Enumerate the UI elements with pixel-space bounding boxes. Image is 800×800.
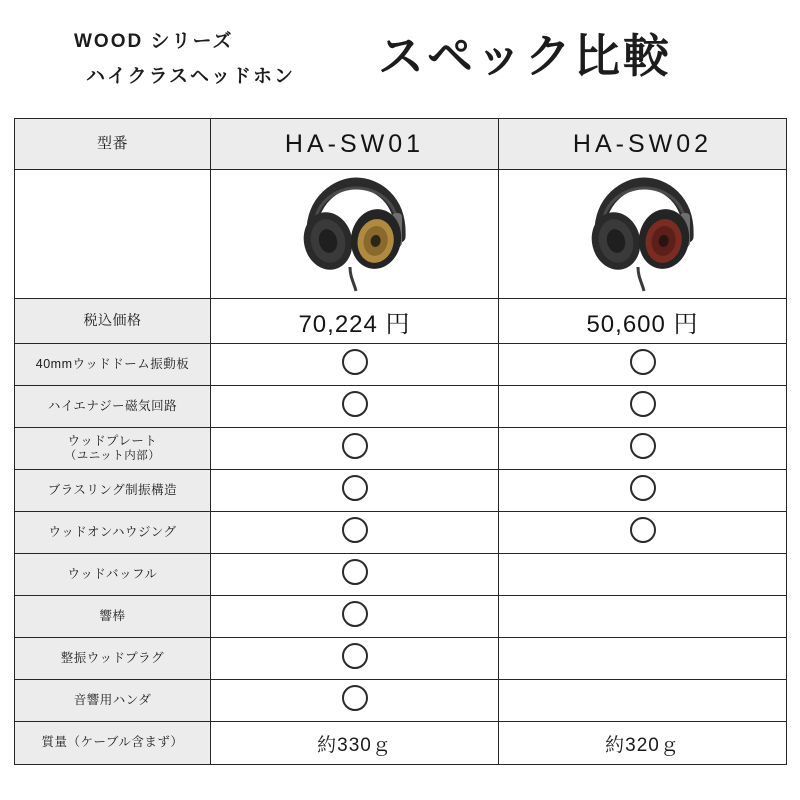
mark-cell-empty: [499, 596, 787, 638]
spec-table: [14, 118, 787, 765]
row-label-hibikibou: 響棒: [15, 596, 211, 638]
table-row-weight: [15, 722, 787, 765]
table-row-price: [15, 299, 787, 344]
mark-cell-empty: [499, 638, 787, 680]
empty-mark: [630, 601, 656, 627]
series-badge: [62, 26, 362, 88]
row-label-image-spacer: [15, 170, 211, 299]
weight-value-2: 約320ｇ: [499, 722, 787, 765]
check-circle-icon: [630, 391, 656, 417]
mark-cell: [211, 554, 499, 596]
mark-cell: [211, 512, 499, 554]
check-circle-icon: [342, 517, 368, 543]
check-circle-icon: [342, 433, 368, 459]
row-label-audio-solder: 音響用ハンダ: [15, 680, 211, 722]
mark-cell-empty: [499, 554, 787, 596]
table-row: [15, 638, 787, 680]
mark-cell: [211, 470, 499, 512]
check-circle-icon: [342, 643, 368, 669]
table-row: [15, 596, 787, 638]
row-label-wood-plate-sub: （ユニット内部）: [64, 450, 161, 463]
page-header: [0, 0, 800, 108]
row-label-weight: 質量（ケーブル含まず）: [15, 722, 211, 765]
price-value-2: 50,600 円: [499, 299, 787, 344]
check-circle-icon: [630, 349, 656, 375]
empty-mark: [630, 685, 656, 711]
product-image-cell-2: [499, 170, 787, 299]
mark-cell: [211, 386, 499, 428]
check-circle-icon: [342, 391, 368, 417]
table-header-row: [15, 119, 787, 170]
mark-cell: [499, 386, 787, 428]
row-label-wood-on-housing: ウッドオンハウジング: [15, 512, 211, 554]
check-circle-icon: [630, 475, 656, 501]
empty-mark: [630, 559, 656, 585]
table-row: [15, 386, 787, 428]
table-row: [15, 428, 787, 470]
table-row: [15, 512, 787, 554]
check-circle-icon: [342, 559, 368, 585]
row-label-brass-ring: ブラスリング制振構造: [15, 470, 211, 512]
headphone-sw02-icon: [568, 175, 718, 293]
check-circle-icon: [342, 685, 368, 711]
series-badge-line1: WOOD シリーズ: [74, 31, 234, 52]
check-circle-icon: [630, 433, 656, 459]
spec-table-container: [14, 118, 786, 765]
row-label-wood-dome: 40mmウッドドーム振動板: [15, 344, 211, 386]
check-circle-icon: [342, 601, 368, 627]
mark-cell: [499, 428, 787, 470]
mark-cell: [211, 596, 499, 638]
mark-cell: [499, 470, 787, 512]
check-circle-icon: [342, 475, 368, 501]
mark-cell: [499, 512, 787, 554]
mark-cell: [211, 638, 499, 680]
product-image-cell-1: [211, 170, 499, 299]
table-row: [15, 680, 787, 722]
product-image-row: [15, 170, 787, 299]
row-label-wood-plate: [15, 428, 211, 470]
row-label-high-energy-magnet: ハイエナジー磁気回路: [15, 386, 211, 428]
page-title: スペック比較: [378, 30, 672, 82]
row-label-model-number: 型番: [15, 119, 211, 170]
headphone-sw01-icon: [280, 175, 430, 293]
row-label-price: 税込価格: [15, 299, 211, 344]
product-name-1: HA-SW01: [211, 119, 499, 170]
table-row: [15, 554, 787, 596]
product-name-2: HA-SW02: [499, 119, 787, 170]
row-label-wood-plate-main: ウッドプレート: [67, 433, 158, 448]
check-circle-icon: [342, 349, 368, 375]
series-badge-line2: ハイクラスヘッドホン: [86, 66, 296, 87]
mark-cell: [211, 428, 499, 470]
mark-cell: [211, 344, 499, 386]
empty-mark: [630, 643, 656, 669]
row-label-wood-baffle: ウッドバッフル: [15, 554, 211, 596]
table-row: [15, 470, 787, 512]
mark-cell: [499, 344, 787, 386]
price-value-1: 70,224 円: [211, 299, 499, 344]
row-label-wood-plug: 整振ウッドプラグ: [15, 638, 211, 680]
table-row: [15, 344, 787, 386]
mark-cell: [211, 680, 499, 722]
mark-cell-empty: [499, 680, 787, 722]
weight-value-1: 約330ｇ: [211, 722, 499, 765]
check-circle-icon: [630, 517, 656, 543]
